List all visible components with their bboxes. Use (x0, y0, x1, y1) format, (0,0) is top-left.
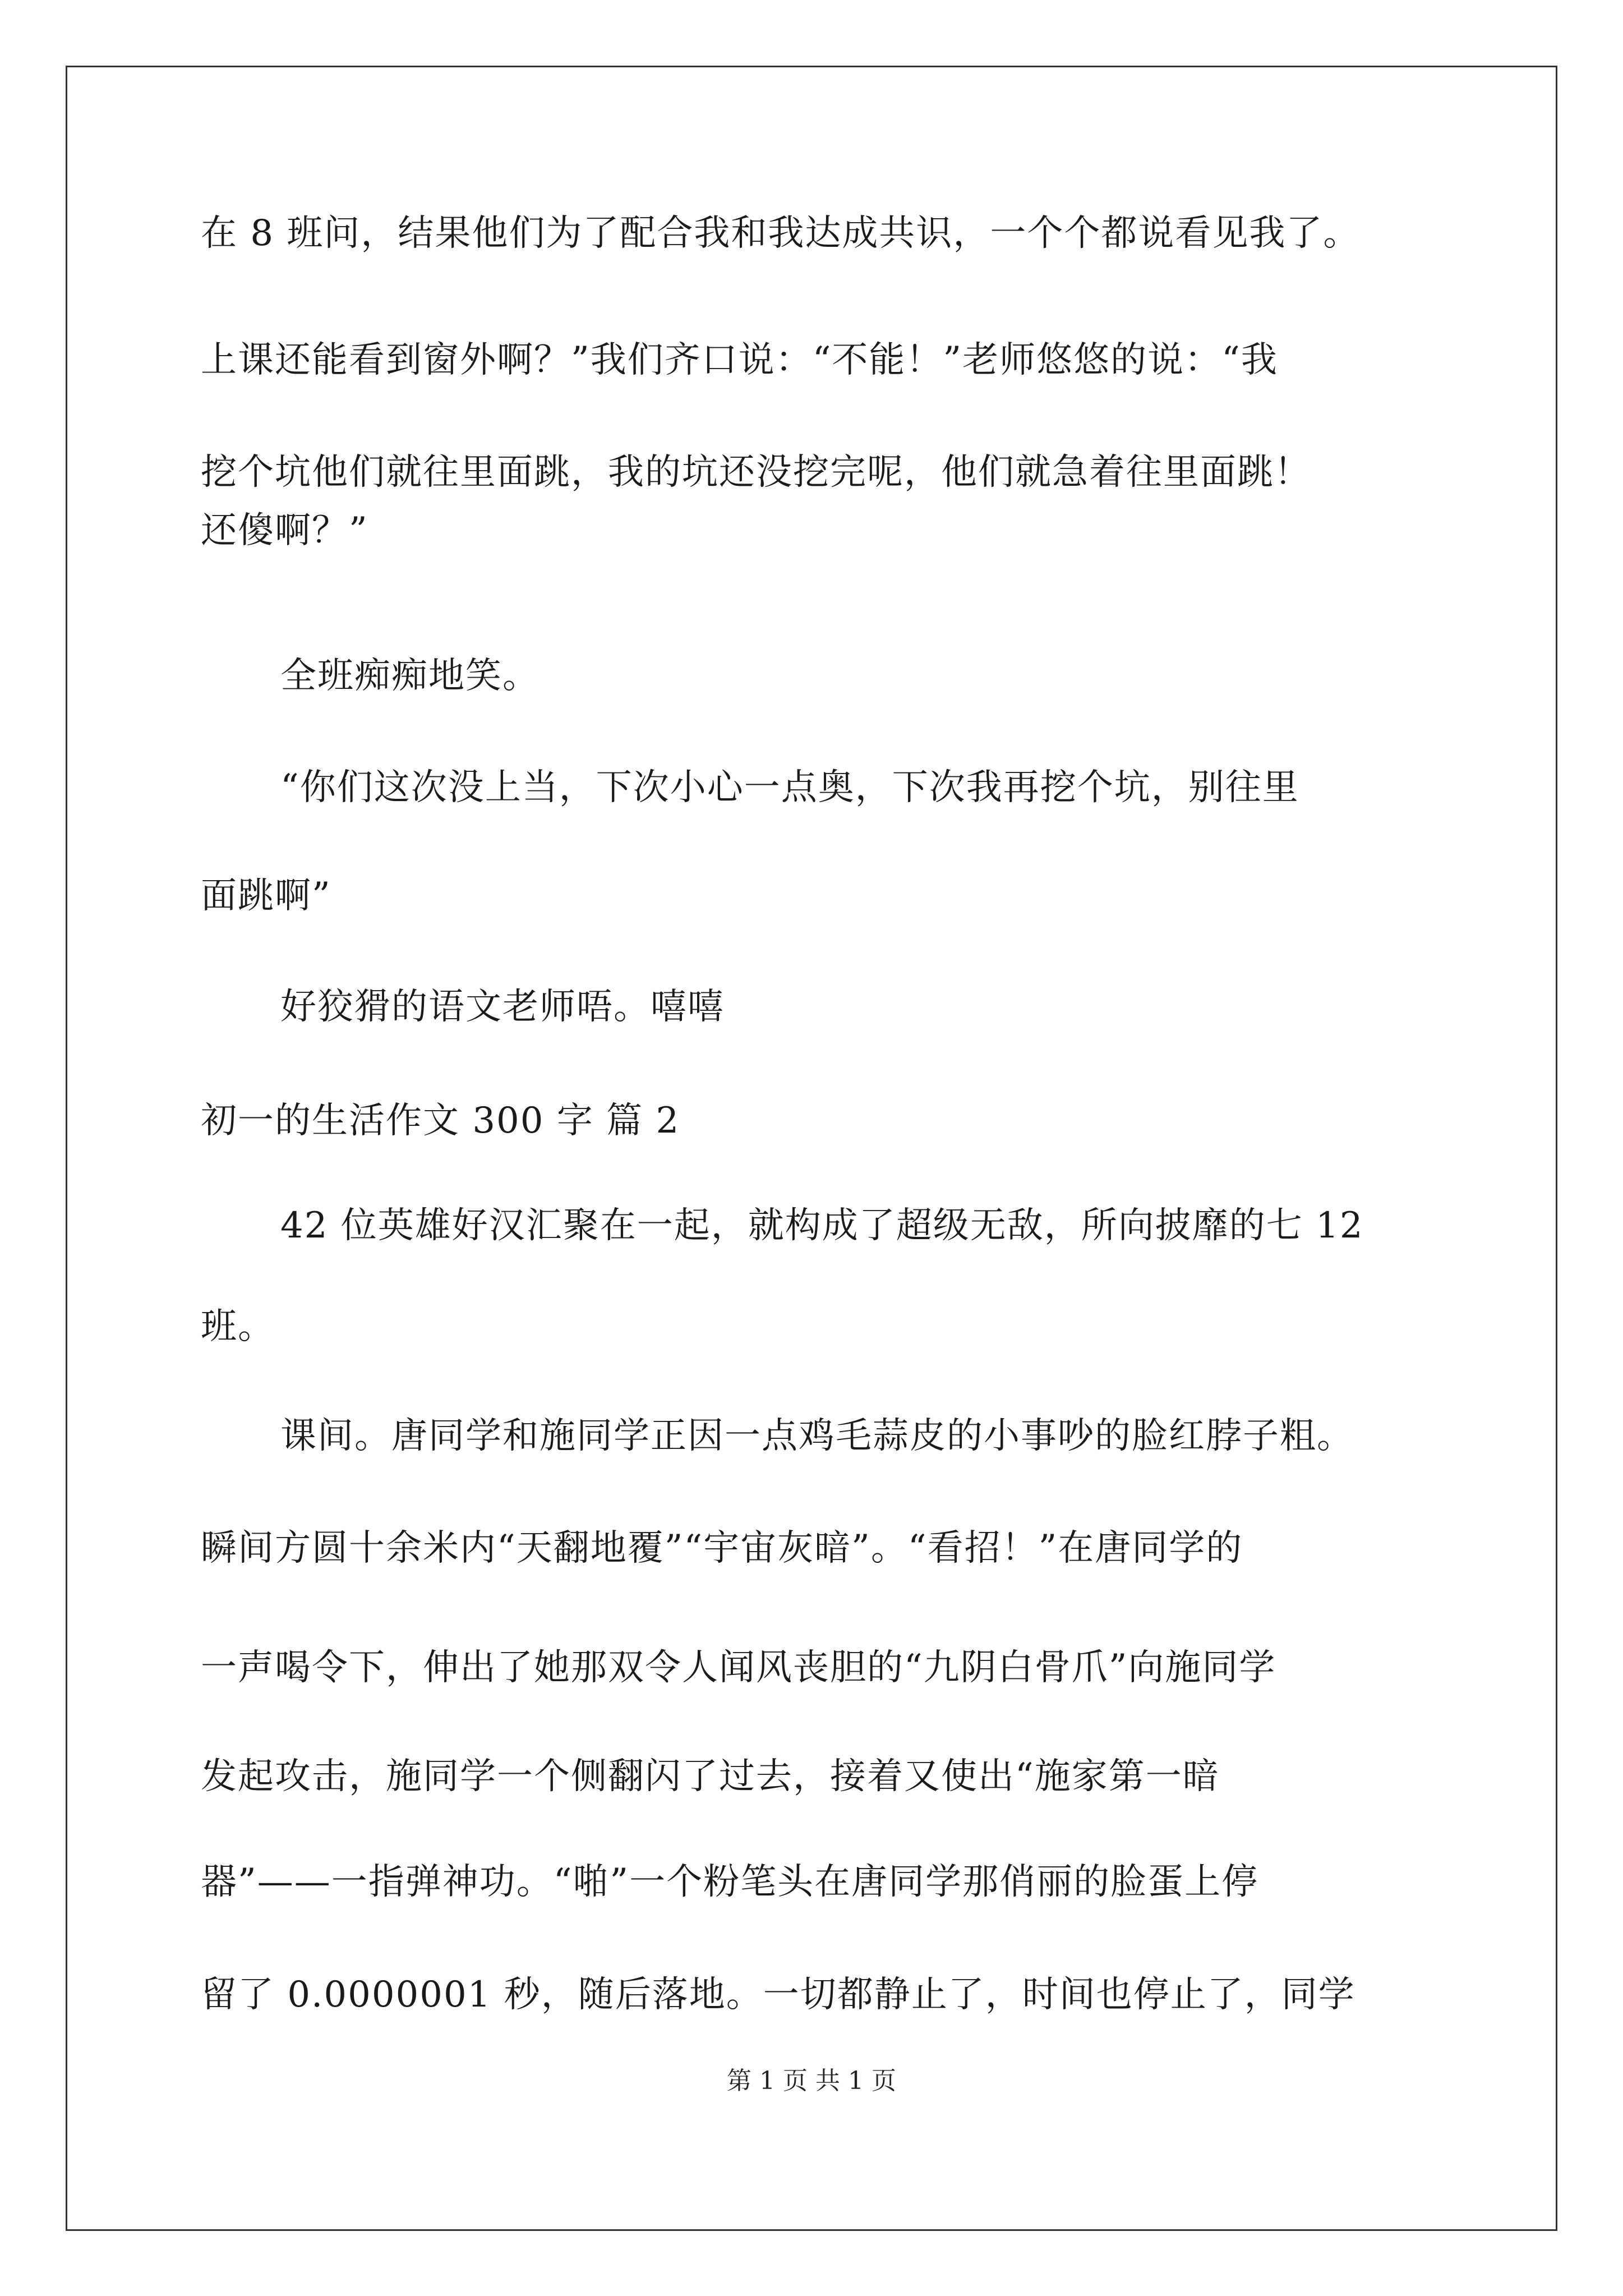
page-footer: 第 1 页 共 1 页 (727, 2067, 896, 2095)
text-line: 留了 0.0000001 秒，随后落地。一切都静止了，时间也停止了，同学 (201, 1974, 1355, 2016)
text-line: 42 位英雄好汉汇聚在一起，就构成了超级无敌，所向披靡的七 12 (280, 1205, 1364, 1246)
section-heading: 初一的生活作文 300 字 篇 2 (201, 1100, 680, 1142)
text-line: 上课还能看到窗外啊？”我们齐口说：“不能！”老师悠悠的说：“我 (201, 339, 1278, 381)
text-line: 一声喝令下，伸出了她那双令人闻风丧胆的“九阴白骨爪”向施同学 (201, 1647, 1276, 1688)
text-line: 发起攻击，施同学一个侧翻闪了过去，接着又使出“施家第一暗 (201, 1756, 1220, 1797)
text-line: 好狡猾的语文老师唔。嘻嘻 (280, 986, 725, 1028)
text-line: 班。 (201, 1306, 275, 1347)
text-line: “你们这次没上当，下次小心一点奥，下次我再挖个坑，别往里 (280, 767, 1299, 808)
text-line: 在 8 班问，结果他们为了配合我和我达成共识，一个个都说看见我了。 (201, 213, 1361, 254)
text-line: 挖个坑他们就往里面跳，我的坑还没挖完呢，他们就急着往里面跳！ (201, 452, 1311, 493)
text-line: 课间。唐同学和施同学正因一点鸡毛蒜皮的小事吵的脸红脖子粗。 (280, 1415, 1354, 1457)
text-line: 面跳啊” (201, 875, 331, 917)
text-line: 全班痴痴地笑。 (280, 655, 540, 697)
text-line: 瞬间方圆十余米内“天翻地覆”“宇宙灰暗”。“看招！”在唐同学的 (201, 1527, 1243, 1569)
page-border (66, 66, 1557, 2231)
text-line: 器”——一指弹神功。“啪”一个粉笔头在唐同学那俏丽的脸蛋上停 (201, 1861, 1259, 1903)
text-line: 还傻啊？” (201, 510, 368, 551)
